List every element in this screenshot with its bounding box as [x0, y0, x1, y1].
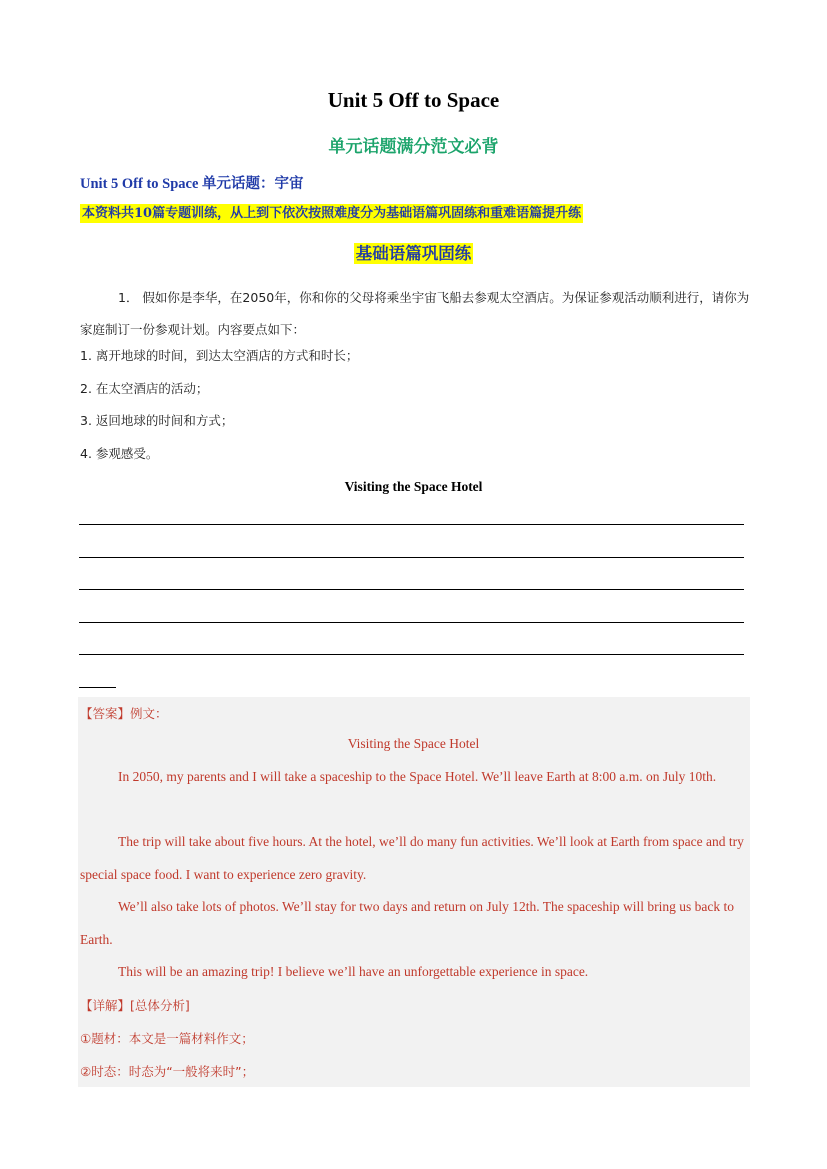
requirement-item: 3. 返回地球的时间和方式；: [80, 413, 234, 428]
essay-title: Visiting the Space Hotel: [344, 479, 483, 494]
requirement-item: 1. 离开地球的时间，到达太空酒店的方式和时长；: [80, 348, 359, 363]
answer-label: 【答案】例文：: [80, 706, 168, 721]
requirement-item: 4. 参观感受。: [80, 446, 159, 461]
section-heading-label: 基础语篇巩固练: [355, 244, 472, 263]
writing-line: [79, 589, 744, 590]
document-subtitle: 单元话题满分范文必背: [328, 137, 499, 157]
detail-label: 【详解】[总体分析]: [80, 998, 190, 1013]
answer-paragraph: The trip will take about five hours. At the hotel, we’ll do many fun activities. We’ll look at Earth from space and try special space food. I want to experience zero gravity.: [80, 834, 744, 882]
analysis-point: ①题材：本文是一篇材料作文；: [80, 1031, 254, 1046]
unit-topic: Unit 5 Off to Space 单元话题：宇宙: [80, 176, 304, 192]
section-heading: [0, 240, 827, 264]
document-title: Unit 5 Off to Space: [327, 88, 500, 112]
writing-line: [79, 654, 744, 655]
requirement-item: 2. 在太空酒店的活动；: [80, 381, 209, 396]
highlight-notice: 本资料共10篇专题训练，从上到下依次按照难度分为基础语篇巩固练和重难语篇提升练: [82, 206, 582, 221]
answer-essay-title: Visiting the Space Hotel: [347, 736, 480, 751]
analysis-point: ②时态：时态为“一般将来时”；: [80, 1064, 255, 1079]
writing-line-end: [79, 687, 116, 688]
answer-paragraph: In 2050, my parents and I will take a spaceship to the Space Hotel. We’ll leave Earth at 8:00 a.m. on July 10th.: [118, 769, 717, 784]
question-prompt: 1． 假如你是李华，在2050年，你和你的父母将乘坐宇宙飞船去参观太空酒店。为保证参观活动顺利进行，请你为家庭制订一份参观计划。内容要点如下：: [80, 290, 750, 337]
answer-paragraph: We’ll also take lots of photos. We’ll stay for two days and return on July 12th. The spaceship will bring us back to Earth.: [80, 899, 734, 947]
writing-line: [79, 622, 744, 623]
writing-line: [79, 524, 744, 525]
answer-paragraph: This will be an amazing trip! I believe we’ll have an unforgettable experience in space.: [118, 964, 589, 979]
writing-line: [79, 557, 744, 558]
